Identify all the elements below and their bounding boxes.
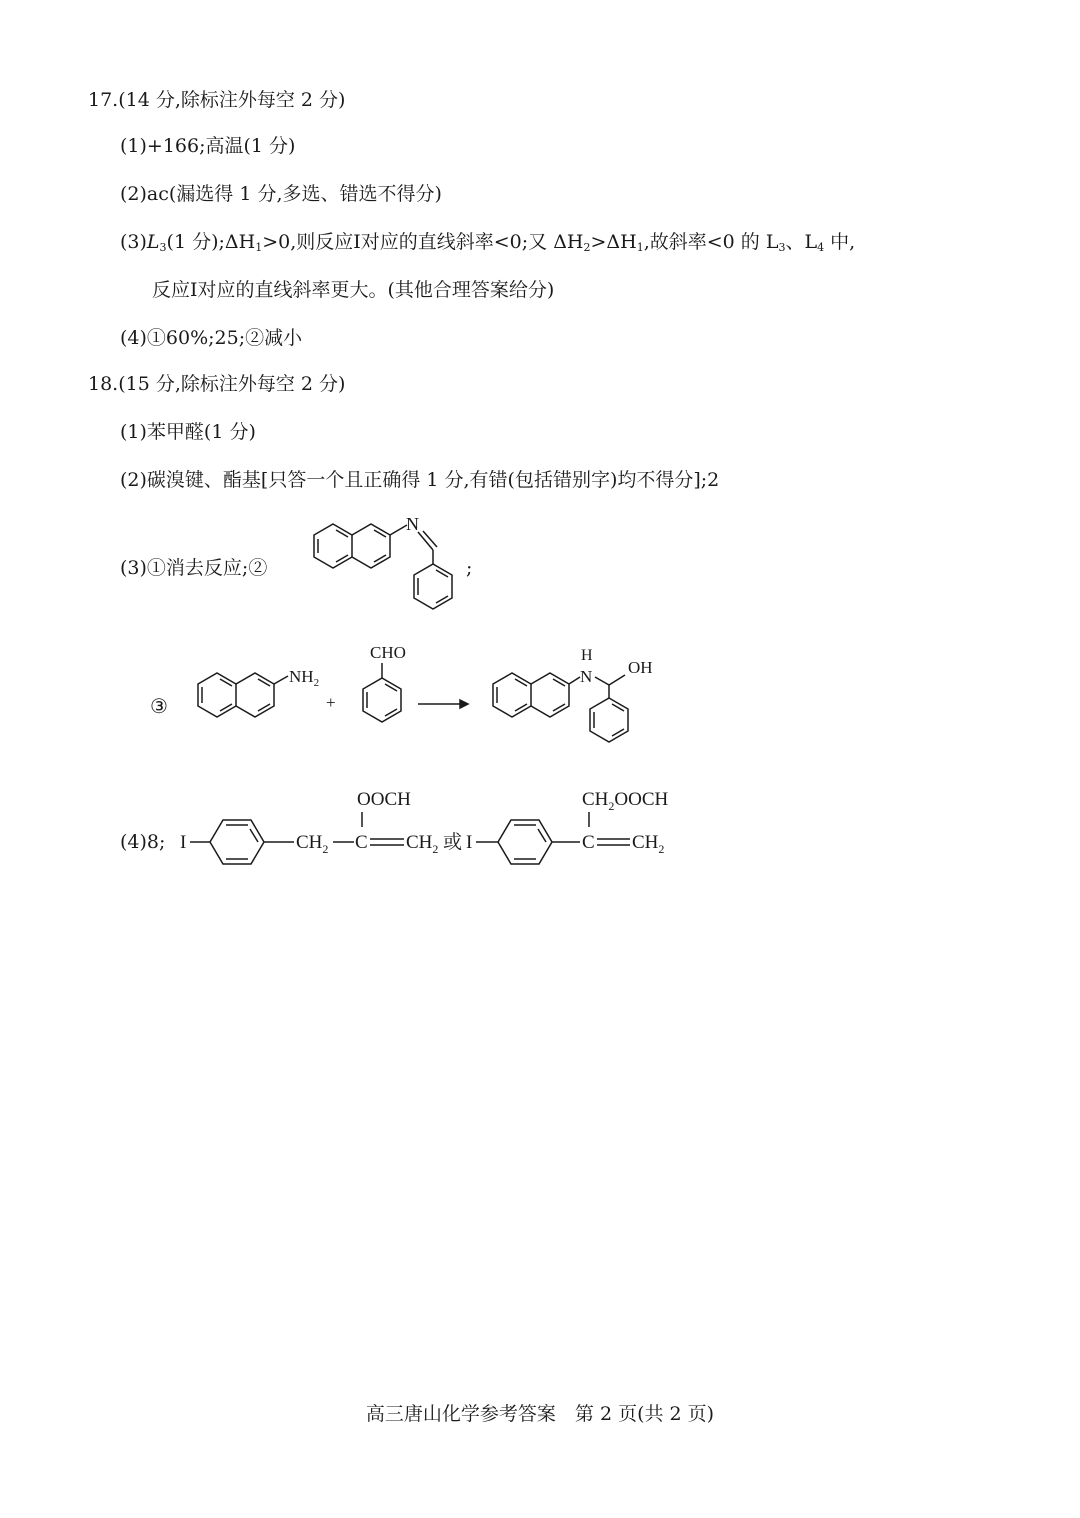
q17-part2: (2)ac(漏选得 1 分,多选、错选不得分) <box>120 183 442 205</box>
q18-part3-label3: ③ <box>150 694 168 718</box>
q17-part3-continuation: 反应Ⅰ对应的直线斜率更大。(其他合理答案给分) <box>152 279 555 301</box>
svg-text:C: C <box>355 832 368 853</box>
svg-text:CHO: CHO <box>370 643 406 662</box>
svg-text:NH2: $NH_2$ <box>289 667 320 689</box>
q17-header: 17.(14 分,除标注外每空 2 分) <box>88 89 346 111</box>
svg-text:CH2: $CH_2$ <box>406 832 439 856</box>
svg-text:CH2: $CH_2$ <box>296 832 329 856</box>
q17-part3: $(3)L_3(1$ 分)$;\Delta H_1>0$,则反应Ⅰ对应的直线斜率<0;又 $\Delta H_2>\Delta H_1$,故斜率<0 的 $L_3$、$L_4$ 中, <box>120 231 856 254</box>
isomer-structure-2-diagram <box>462 782 702 872</box>
q17-part1: (1)+166;高温(1 分) <box>120 135 296 157</box>
q18-part4-prefix: (4)8; <box>120 831 166 853</box>
q18-part3-semicolon: ; <box>466 557 473 579</box>
svg-text:I: I <box>180 832 187 853</box>
svg-text:OOCH: OOCH <box>357 789 411 810</box>
q18-part1: (1)苯甲醛(1 分) <box>120 421 256 443</box>
isomer-structure-1-diagram <box>176 782 476 872</box>
svg-text:I: I <box>466 832 473 853</box>
imine-structure-diagram <box>290 512 490 632</box>
q18-part2: (2)碳溴键、酯基[只答一个且正确得 1 分,有错(包括错别字)均不得分];2 <box>120 469 720 491</box>
svg-text:N: N <box>406 514 419 534</box>
q18-part4-or: 或 <box>443 831 463 853</box>
svg-text:H: H <box>581 647 593 664</box>
svg-text:CH2: $CH_2$ <box>632 832 665 856</box>
page-footer: 高三唐山化学参考答案 第 2 页(共 2 页) <box>365 1403 715 1425</box>
svg-text:N: N <box>580 667 593 686</box>
reaction-scheme-diagram <box>170 640 690 780</box>
q18-part3-prefix: (3)①消去反应;② <box>120 557 268 579</box>
svg-text:OH: OH <box>628 658 653 677</box>
svg-text:C: C <box>582 832 595 853</box>
q18-header: 18.(15 分,除标注外每空 2 分) <box>88 373 346 395</box>
svg-text:CH2OOCH: $CH_2OOCH$ <box>582 789 669 813</box>
q17-part4: (4)①60%;25;②减小 <box>120 327 303 349</box>
svg-text:+: + <box>326 693 336 712</box>
